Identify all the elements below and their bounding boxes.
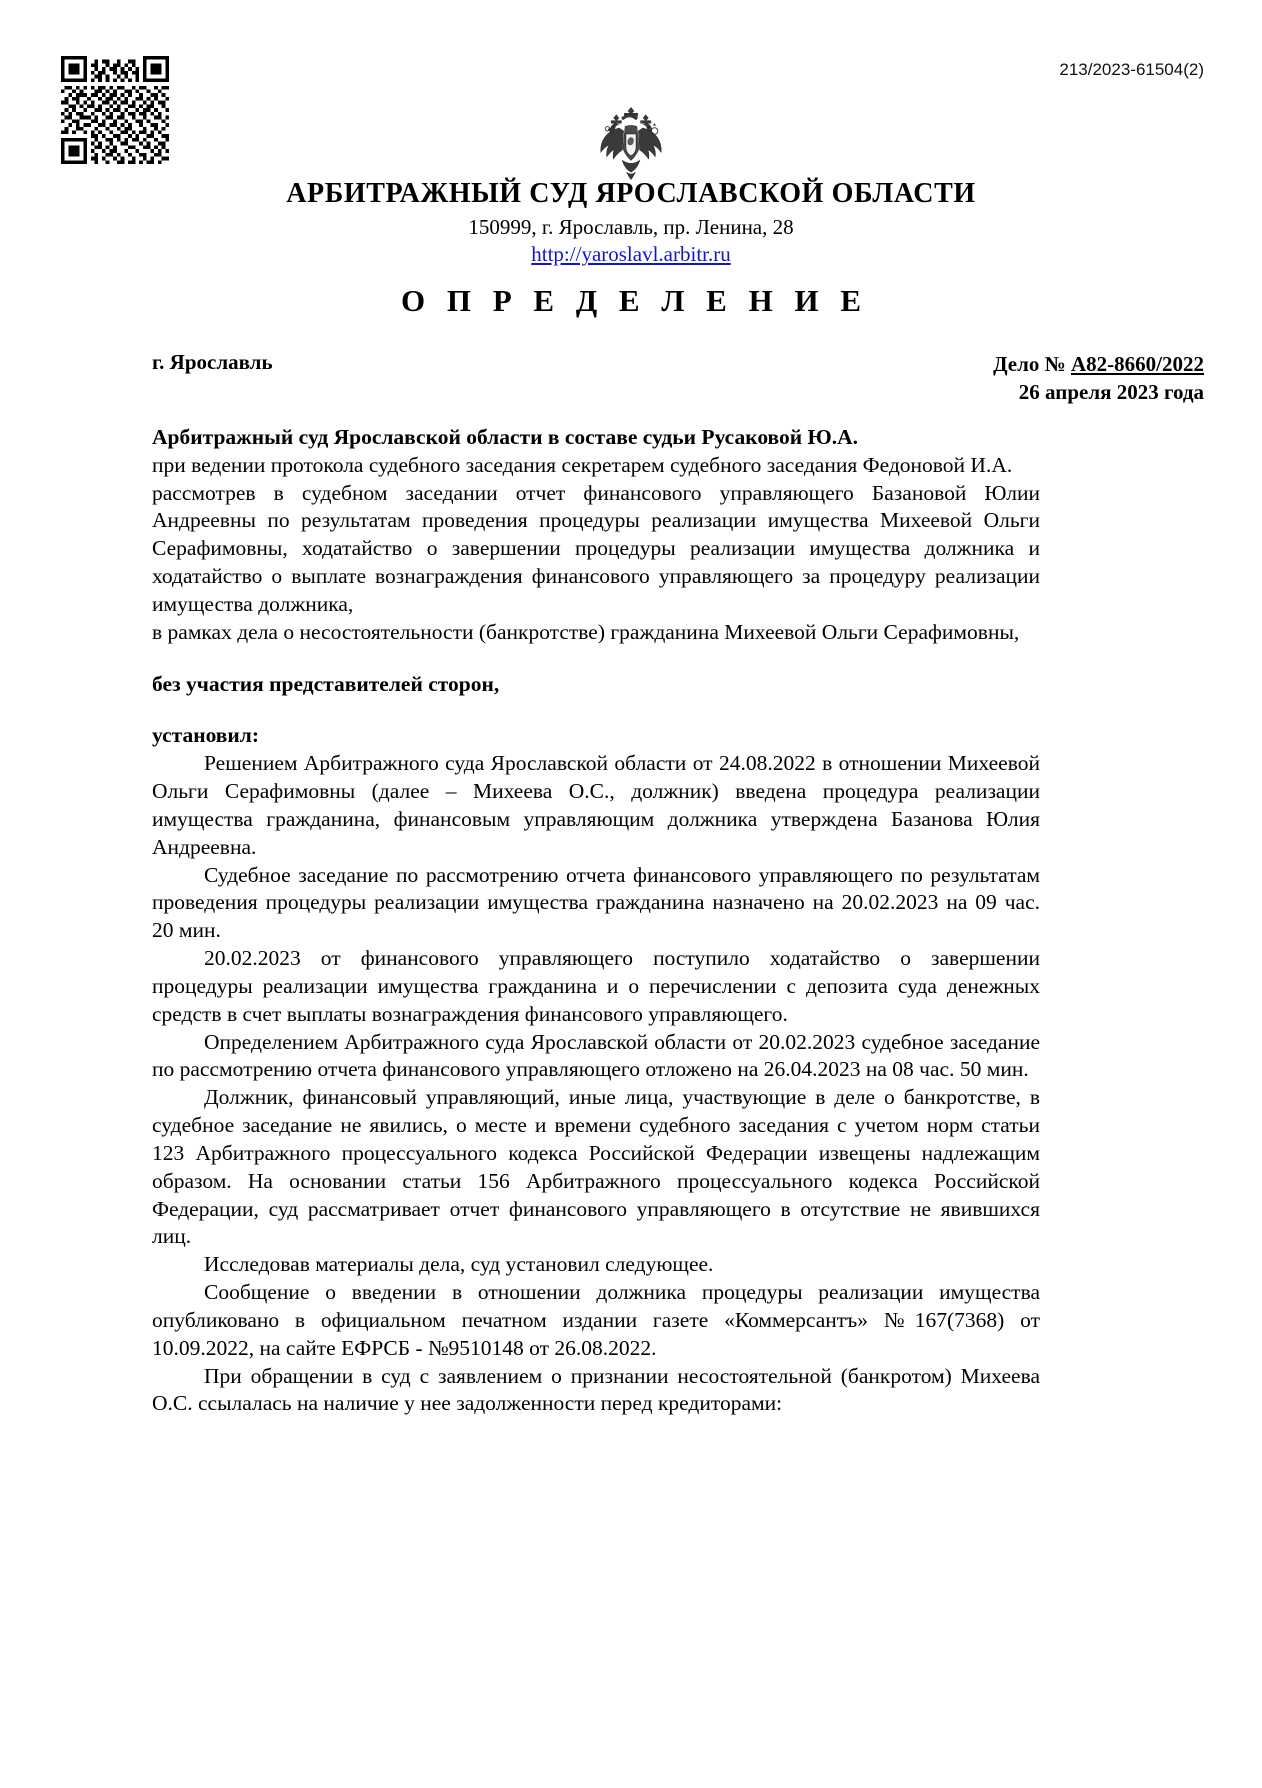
secretary-line: при ведении протокола судебного заседания секретарем судебного заседания Федоновой И.А. <box>152 452 1013 477</box>
court-name: АРБИТРАЖНЫЙ СУД ЯРОСЛАВСКОЙ ОБЛАСТИ <box>286 178 976 209</box>
body-paragraph: Должник, финансовый управляющий, иные лица, участвующие в деле о банкротстве, в судебное заседание не явились, о месте и времени судебного заседания с учетом норм статьи 123 Арбитражного процессуального кодекса Российской Федерации извещены надлежащим образом. На основании статьи 156 Арбитражного процессуального кодекса Российской Федерации, суд рассматривает отчет финансового управляющего в отсутствие не явившихся лиц. <box>152 1085 1040 1249</box>
court-address: 150999, г. Ярославль, пр. Ленина, 28 <box>468 215 794 240</box>
body-paragraph: Судебное заседание по рассмотрению отчета финансового управляющего по результатам проведения процедуры реализации имущества гражданина назначено на 20.02.2023 на 09 час. 20 мин. <box>152 862 1040 943</box>
page-title: О П Р Е Д Е Л Е Н И Е <box>400 283 869 318</box>
russian-coat-of-arms-icon <box>0 103 1262 181</box>
case-number-value: А82-8660/2022 <box>1071 352 1204 376</box>
court-composition: Арбитражный суд Ярославской области в составе судьи Русаковой Ю.А. <box>152 425 858 449</box>
case-subject: рассмотрев в судебном заседании отчет финансового управляющего Базановой Юлии Андреевны по результатам проведения процедуры реализации имущества Михеевой Ольги Серафимовны, ходатайство о завершении процедуры реализации имущества должника и ходатайство о выплате вознаграждения финансового управляющего за процедуру реализации имущества должника, <box>152 480 1040 616</box>
body-paragraph: При обращении в суд с заявлением о признании несостоятельной (банкротом) Михеева О.С. ссылалась на наличие у нее задолженности перед кредиторами: <box>152 1363 1040 1416</box>
case-number-line <box>993 350 1204 378</box>
case-city: г. Ярославль <box>152 350 273 374</box>
body-paragraph: Определением Арбитражного суда Ярославской области от 20.02.2023 судебное заседание по рассмотрению отчета финансового управляющего отложено на 26.04.2023 на 08 час. 50 мин. <box>152 1029 1040 1082</box>
body-paragraph: 20.02.2023 от финансового управляющего поступило ходатайство о завершении процедуры реализации имущества гражданина и о перечислении с депозита суда денежных средств в счет выплаты вознаграждения финансового управляющего. <box>152 946 1040 1026</box>
document-number-stamp: 213/2023-61504(2) <box>1059 60 1204 79</box>
case-identifier-block <box>993 350 1204 407</box>
court-header <box>0 178 1262 269</box>
body-paragraph: Сообщение о введении в отношении должника процедуры реализации имущества опубликовано в официальном печатном издании газете «Коммерсантъ» №167(7368) от 10.09.2022, на сайте ЕФРСБ - №9510148 от 26.08.2022. <box>152 1280 1040 1360</box>
case-meta-row <box>152 350 1204 410</box>
established-heading: установил: <box>152 723 260 748</box>
parties-attendance: без участия представителей сторон, <box>152 671 500 696</box>
case-number-label: Дело № <box>993 352 1071 376</box>
case-date: 26 апреля 2023 года <box>1018 380 1204 405</box>
body-paragraph: Исследовав материалы дела, суд установил следующее. <box>204 1252 714 1277</box>
body-paragraph: Решением Арбитражного суда Ярославской области от 24.08.2022 в отношении Михеевой Ольги Серафимовны (далее – Михеева О.С., должник) введена процедура реализации имущества гражданина, финансовым управляющим должника утверждена Базанова Юлия Андреевна. <box>152 751 1040 859</box>
court-website-link[interactable]: http://yaroslavl.arbitr.ru <box>531 242 731 267</box>
case-framework: в рамках дела о несостоятельности (банкротстве) гражданина Михеевой Ольги Серафимовны, <box>152 619 1020 644</box>
document-body <box>152 424 1040 1418</box>
